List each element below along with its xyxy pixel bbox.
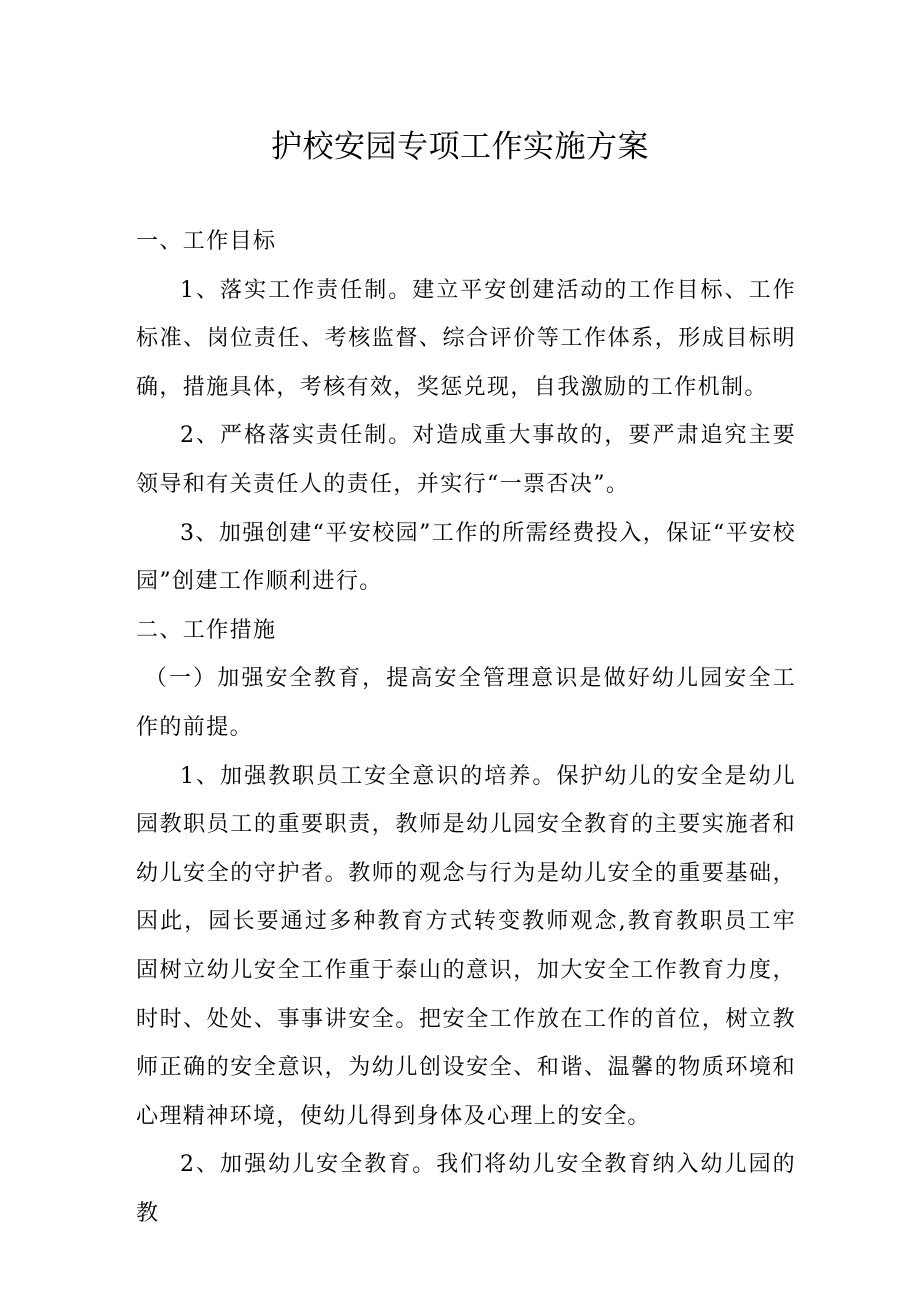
paragraph-measure-2: 2、加强幼儿安全教育。我们将幼儿安全教育纳入幼儿园的教 xyxy=(136,1152,796,1226)
document-body xyxy=(136,218,796,1238)
paragraph-goal-1: 1、落实工作责任制。建立平安创建活动的工作目标、工作标准、岗位责任、考核监督、综合评价等工作体系，形成目标明确，措施具体，考核有效，奖惩兑现，自我激励的工作机制。 xyxy=(136,277,796,400)
subheading-safety-education: （一）加强安全教育，提高安全管理意识是做好幼儿园安全工作的前提。 xyxy=(136,666,796,740)
paragraph-goal-2: 2、严格落实责任制。对造成重大事故的，要严肃追究主要领导和有关责任人的责任，并实行“一票否决”。 xyxy=(136,423,796,497)
section-heading-measures: 二、工作措施 xyxy=(136,617,277,643)
paragraph-measure-1: 1、加强教职员工安全意识的培养。保护幼儿的安全是幼儿园教职员工的重要职责，教师是幼儿园安全教育的主要实施者和幼儿安全的守护者。教师的观念与行为是幼儿安全的重要基础，因此，园长要通过多种教育方式转变教师观念,教育教职员工牢固树立幼儿安全工作重于泰山的意识，加大安全工作教育力度，时时、处处、事事讲安全。把安全工作放在工作的首位，树立教师正确的安全意识，为幼儿创设安全、和谐、温馨的物质环境和心理精神环境，使幼儿得到身体及心理上的安全。 xyxy=(136,763,796,1129)
paragraph-goal-3: 3、加强创建“平安校园”工作的所需经费投入，保证“平安校园”创建工作顺利进行。 xyxy=(136,520,796,595)
document-title: 护校安园专项工作实施方案 xyxy=(271,129,649,165)
section-heading-goals: 一、工作目标 xyxy=(136,229,277,254)
